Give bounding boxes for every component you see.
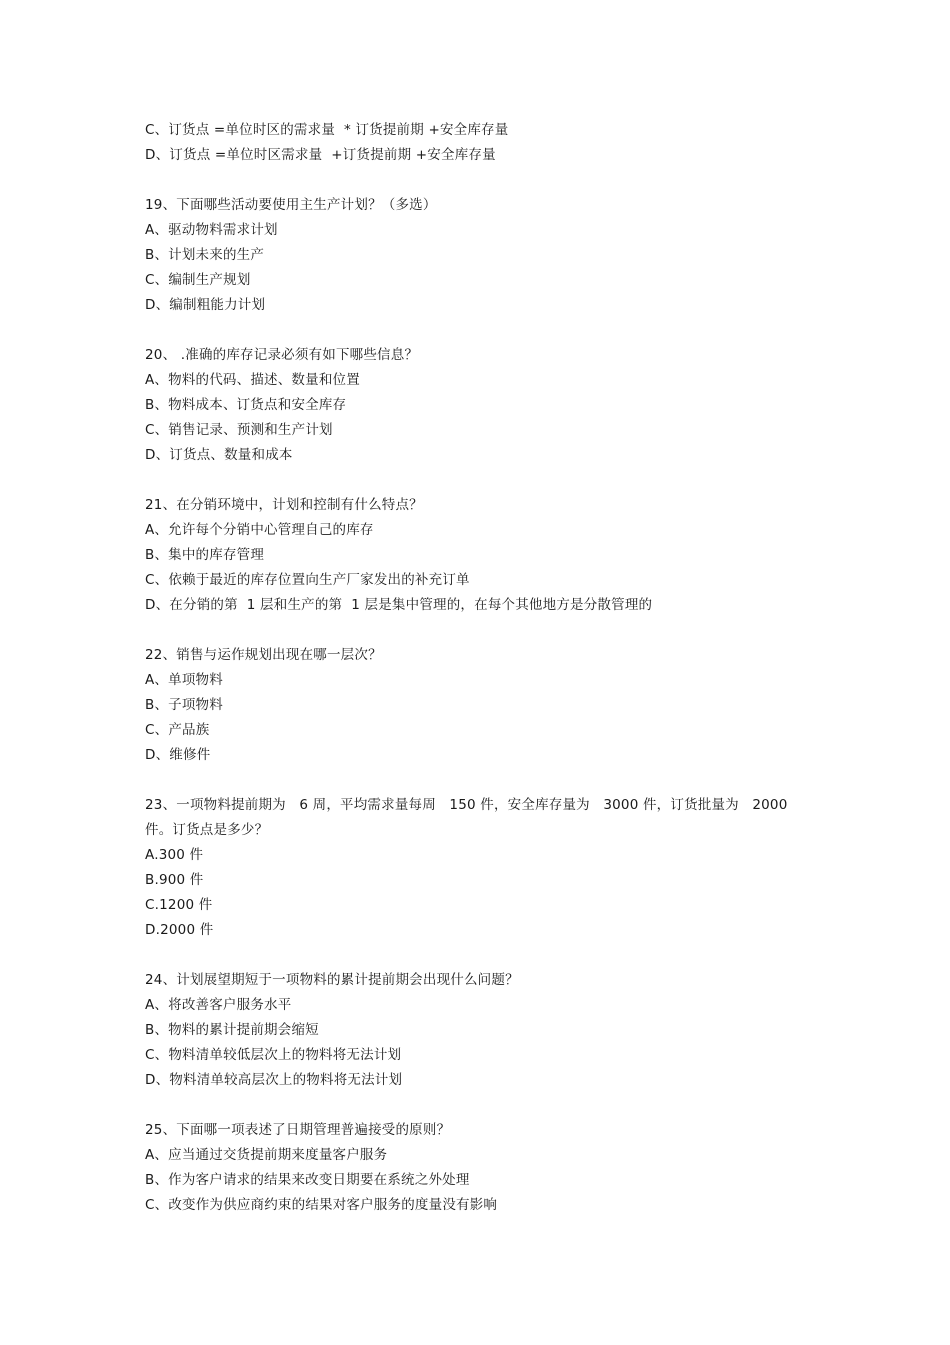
preamble-option-d: D、订货点 =单位时区需求量 +订货提前期 +安全库存量 — [145, 147, 496, 163]
question-23-option-c: C.1200 件 — [145, 897, 213, 913]
question-23-option-a: A.300 件 — [145, 847, 204, 863]
document-body — [145, 118, 865, 1218]
question-24-option-b: B、物料的累计提前期会缩短 — [145, 1022, 319, 1038]
question-23-stem-line-1: 23、一项物料提前期为 6 周，平均需求量每周 150 件，安全库存量为 3000 件，订货批量为 2000 — [145, 797, 788, 813]
question-21-option-d: D、在分销的第 1 层和生产的第 1 层是集中管理的，在每个其他地方是分散管理的 — [145, 597, 653, 613]
question-24-option-c: C、物料清单较低层次上的物料将无法计划 — [145, 1047, 402, 1063]
question-23-option-d: D.2000 件 — [145, 922, 214, 938]
question-25-option-b: B、作为客户请求的结果来改变日期要在系统之外处理 — [145, 1172, 470, 1188]
question-19-option-d: D、编制粗能力计划 — [145, 297, 266, 313]
question-19-option-c: C、编制生产规划 — [145, 272, 251, 288]
question-22-option-c: C、产品族 — [145, 722, 210, 738]
question-22-option-b: B、子项物料 — [145, 697, 223, 713]
question-24-option-d: D、物料清单较高层次上的物料将无法计划 — [145, 1072, 403, 1088]
question-21-option-c: C、依赖于最近的库存位置向生产厂家发出的补充订单 — [145, 572, 470, 588]
question-22-option-a: A、单项物料 — [145, 672, 223, 688]
question-23-option-b: B.900 件 — [145, 872, 204, 888]
question-19-option-a: A、驱动物料需求计划 — [145, 222, 278, 238]
question-20-option-c: C、销售记录、预测和生产计划 — [145, 422, 333, 438]
question-24-stem: 24、计划展望期短于一项物料的累计提前期会出现什么问题？ — [145, 972, 519, 988]
question-21-stem: 21、在分销环境中，计划和控制有什么特点？ — [145, 497, 423, 513]
question-24-option-a: A、将改善客户服务水平 — [145, 997, 292, 1013]
question-22-option-d: D、维修件 — [145, 747, 211, 763]
question-19-option-b: B、计划未来的生产 — [145, 247, 265, 263]
question-22-stem: 22、销售与运作规划出现在哪一层次？ — [145, 647, 382, 663]
question-25-stem: 25、下面哪一项表述了日期管理普遍接受的原则？ — [145, 1122, 451, 1138]
question-21-option-b: B、集中的库存管理 — [145, 547, 265, 563]
question-23-stem-line-2: 件。订货点是多少？ — [145, 822, 269, 838]
question-20-option-a: A、物料的代码、描述、数量和位置 — [145, 372, 360, 388]
question-20-option-b: B、物料成本、订货点和安全库存 — [145, 397, 347, 413]
question-25-option-c: C、改变作为供应商约束的结果对客户服务的度量没有影响 — [145, 1197, 498, 1213]
question-19-stem: 19、下面哪些活动要使用主生产计划？（多选） — [145, 197, 437, 213]
question-21-option-a: A、允许每个分销中心管理自己的库存 — [145, 522, 374, 538]
question-20-option-d: D、订货点、数量和成本 — [145, 447, 293, 463]
question-20-stem: 20、 .准确的库存记录必须有如下哪些信息？ — [145, 347, 419, 363]
question-25-option-a: A、应当通过交货提前期来度量客户服务 — [145, 1147, 388, 1163]
preamble-option-c: C、订货点 =单位时区的需求量 * 订货提前期 +安全库存量 — [145, 122, 509, 138]
